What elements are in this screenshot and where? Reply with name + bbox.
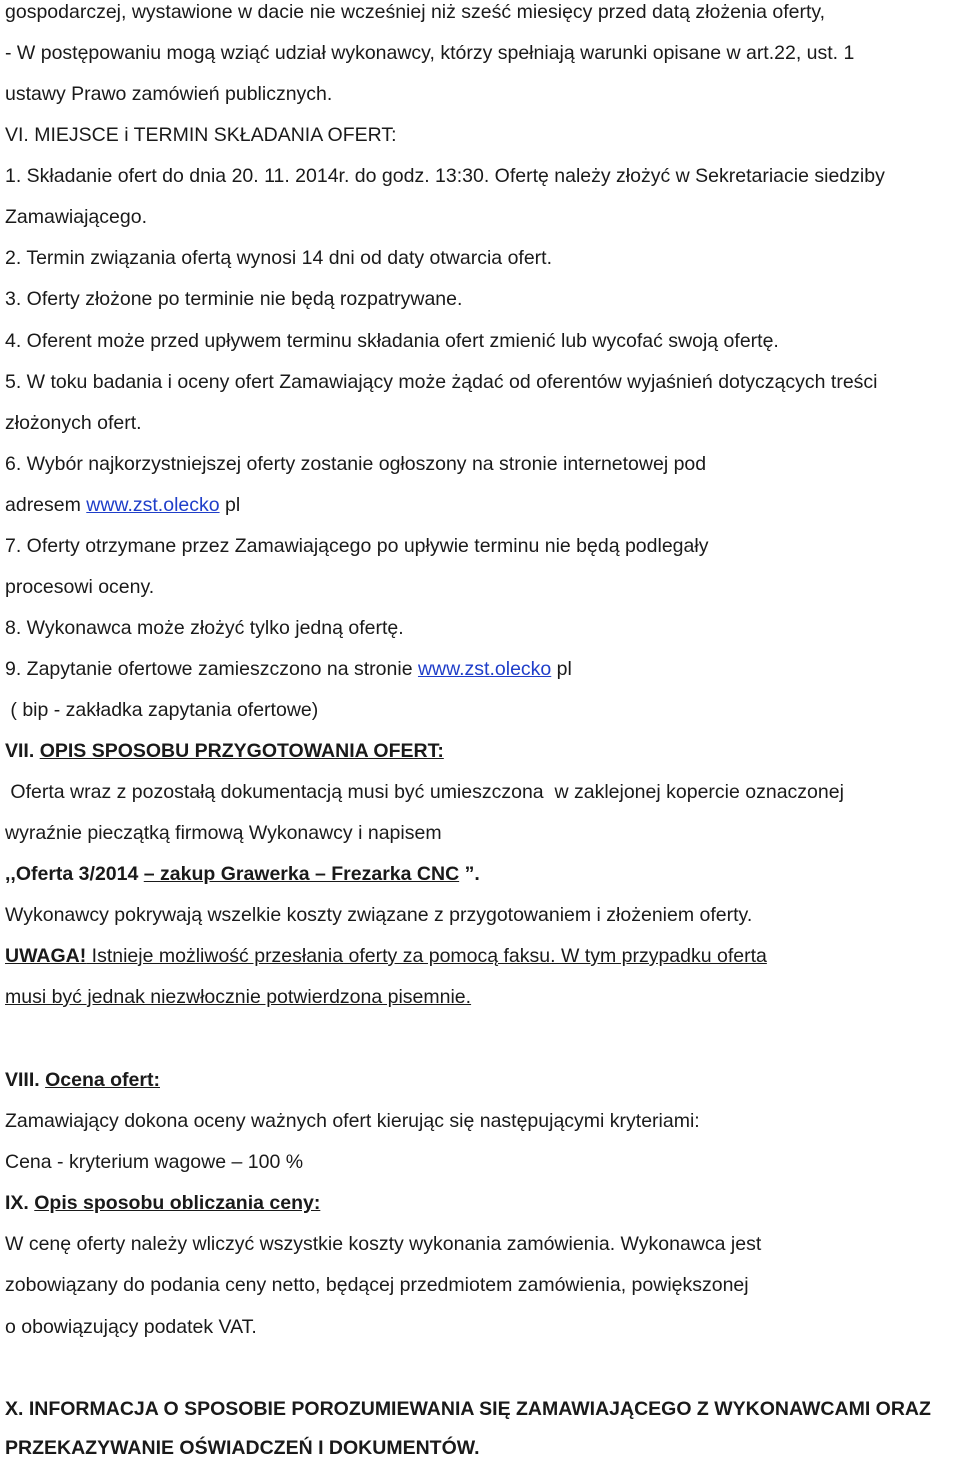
website-link[interactable]: www.zst.olecko bbox=[86, 494, 220, 516]
text-span: 9. Zapytanie ofertowe zamieszczono na stronie bbox=[5, 658, 418, 680]
section-heading-viii bbox=[5, 1068, 160, 1092]
text-span: ,,Oferta 3/2014 bbox=[5, 863, 144, 885]
section-number: VII. bbox=[5, 740, 40, 762]
section-number: VIII. bbox=[5, 1069, 46, 1091]
section-title: OPIS SPOSOBU PRZYGOTOWANIA OFERT: bbox=[39, 740, 444, 762]
section-heading-x: X. INFORMACJA O SPOSOBIE POROZUMIEWANIA SIĘ ZAMAWIAJĄCEGO Z WYKONAWCAMI ORAZ bbox=[5, 1398, 931, 1420]
text-line: procesowi oceny. bbox=[5, 576, 155, 598]
list-item: 3. Oferty złożone po terminie nie będą rozpatrywane. bbox=[5, 288, 463, 310]
text-line bbox=[5, 493, 240, 517]
list-item: 8. Wykonawca może złożyć tylko jedną ofertę. bbox=[5, 617, 404, 639]
text-line: Oferta wraz z pozostałą dokumentacją musi być umieszczona w zaklejonej kopercie oznaczonej bbox=[5, 781, 844, 803]
warning-line bbox=[5, 944, 767, 968]
text-line: gospodarczej, wystawione w dacie nie wcześniej niż sześć miesięcy przed datą złożenia oferty, bbox=[5, 1, 826, 23]
text-span: pl bbox=[551, 658, 572, 680]
list-item: 4. Oferent może przed upływem terminu składania ofert zmienić lub wycofać swoją ofertę. bbox=[5, 330, 779, 352]
website-link[interactable]: www.zst.olecko bbox=[417, 658, 552, 680]
section-heading-ix bbox=[5, 1191, 320, 1215]
text-line: Zamawiający dokona oceny ważnych ofert kierując się następującymi kryteriami: bbox=[5, 1110, 700, 1132]
text-line: W cenę oferty należy wliczyć wszystkie koszty wykonania zamówienia. Wykonawca jest bbox=[5, 1233, 762, 1255]
text-line: musi być jednak niezwłocznie potwierdzona pisemnie. bbox=[5, 986, 472, 1008]
text-line: Cena - kryterium wagowe – 100 % bbox=[5, 1151, 304, 1173]
text-line: wyraźnie pieczątką firmową Wykonawcy i napisem bbox=[5, 822, 442, 844]
text-span: – zakup Grawerka – Frezarka CNC bbox=[143, 863, 460, 885]
list-item bbox=[5, 657, 572, 681]
text-line: - W postępowaniu mogą wziąć udział wykonawcy, którzy spełniają warunki opisane w art.22, ust. 1 bbox=[5, 42, 855, 64]
text-line: Wykonawcy pokrywają wszelkie koszty związane z przygotowaniem i złożeniem oferty. bbox=[5, 904, 753, 926]
section-number: IX. bbox=[5, 1192, 35, 1214]
text-line: złożonych ofert. bbox=[5, 412, 142, 434]
text-line: o obowiązujący podatek VAT. bbox=[5, 1316, 257, 1338]
section-heading-vi: VI. MIEJSCE i TERMIN SKŁADANIA OFERT: bbox=[5, 124, 397, 146]
text-span: ”. bbox=[459, 863, 480, 885]
offer-label bbox=[5, 862, 480, 886]
warning-label: UWAGA! bbox=[5, 945, 87, 967]
list-item: 6. Wybór najkorzystniejszej oferty zostanie ogłoszony na stronie internetowej pod bbox=[5, 453, 707, 475]
text-line: Zamawiającego. bbox=[5, 206, 147, 228]
text-line: zobowiązany do podania ceny netto, będącej przedmiotem zamówienia, powiększonej bbox=[5, 1274, 749, 1296]
section-heading-x-cont: PRZEKAZYWANIE OŚWIADCZEŃ I DOKUMENTÓW. bbox=[5, 1437, 480, 1459]
text-span: Istnieje możliwość przesłania oferty za pomocą faksu. W tym przypadku oferta bbox=[86, 945, 767, 967]
list-item: 5. W toku badania i oceny ofert Zamawiający może żądać od oferentów wyjaśnień dotyczących treści bbox=[5, 371, 878, 393]
list-item: 2. Termin związania ofertą wynosi 14 dni od daty otwarcia ofert. bbox=[5, 247, 552, 269]
text-span: adresem bbox=[5, 494, 87, 516]
list-item: 7. Oferty otrzymane przez Zamawiającego po upływie terminu nie będą podlegały bbox=[5, 535, 709, 557]
section-heading-vii bbox=[5, 739, 444, 763]
text-span: pl bbox=[219, 494, 241, 516]
list-item: 1. Składanie ofert do dnia 20. 11. 2014r. do godz. 13:30. Ofertę należy złożyć w Sekretariacie siedziby bbox=[5, 165, 885, 187]
text-line: ( bip - zakładka zapytania ofertowe) bbox=[5, 699, 319, 721]
section-title: Opis sposobu obliczania ceny: bbox=[34, 1192, 321, 1214]
section-title: Ocena ofert: bbox=[45, 1069, 160, 1091]
text-line: ustawy Prawo zamówień publicznych. bbox=[5, 83, 333, 105]
